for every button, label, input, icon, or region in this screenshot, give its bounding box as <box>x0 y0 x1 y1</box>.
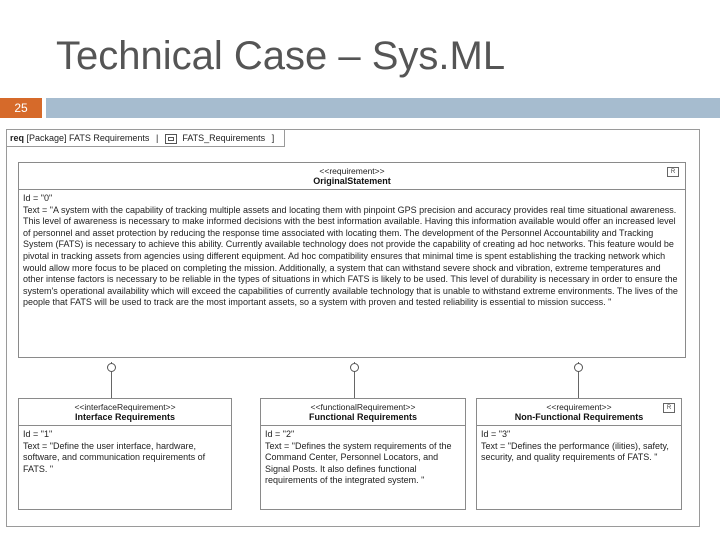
original-statement-block[interactable] <box>18 162 686 358</box>
connector-port-nonfunctional <box>574 363 583 372</box>
connector-port-functional <box>350 363 359 372</box>
connector-port-interface <box>107 363 116 372</box>
nonfunctional-header <box>477 399 681 426</box>
diagram-frame-tab <box>7 130 285 147</box>
original-stereotype: <<requirement>> <box>319 166 385 176</box>
tab-separator: | <box>155 133 159 143</box>
slide-title: Technical Case – Sys.ML <box>56 34 506 78</box>
interface-header <box>19 399 231 426</box>
interface-body <box>19 426 231 478</box>
original-text: Text = "A system with the capability of tracking multiple assets and locating them with pinpoint GPS precision and accuracy provides real time situational awareness. This level of awareness is necessary to make informed decisions with the best information available. Having this information available would offer an increased level of personnel and asset protection by reducing the response time associated with locating them. The development of the Personnel Accountability and Tracking System (FATS) is necessary to achieve this ability. Currently available technology does not provide the capability of creating ad hoc networks. This feature would be pivotal in tracking assets from agencies using different equipment. Ad hoc compatibility ensures that minimal time is spent establishing the tracking network which would allow more focus to be placed on completing the mission. Additionally, a system that can withstand severe shock and vibration, extreme temperatures and other intense factors is necessary to be reliable in the types of situations in which FATS is likely to be used. This level of durability is necessary in order to ensure the system's operational availability which will exceed the capabilities of currently available technology that is unable to withstand extreme environments. The lives of the people that FATS will be used to track are the most important assets, so a system with proven and tested reliability is essential to mission success. " <box>23 204 678 308</box>
functional-header <box>261 399 465 426</box>
nonfunctional-stereotype: <<requirement>> <box>546 402 612 412</box>
nonfunctional-body <box>477 426 681 467</box>
functional-stereotype: <<functionalRequirement>> <box>310 402 416 412</box>
diagram-name: FATS_Requirements <box>182 133 266 143</box>
slide-number: 25 <box>0 98 42 118</box>
diagram-frame <box>6 129 700 527</box>
functional-id: Id = "2" <box>265 429 295 439</box>
functional-text: Text = "Defines the system requirements of the Command Center, Personnel Locators, and Signal Posts. It also defines functional requirements of the integrated system. " <box>265 440 452 486</box>
original-statement-body <box>19 190 685 312</box>
interface-name: Interface Requirements <box>74 412 176 422</box>
original-id: Id = "0" <box>23 193 53 203</box>
title-rule-bar <box>46 98 720 118</box>
nonfunctional-text: Text = "Defines the performance (ilities), safety, security, and quality requirements of FATS. " <box>481 440 669 463</box>
interface-text: Text = "Define the user interface, hardware, software, and communication requirements of FATS. " <box>23 440 206 474</box>
tab-separator-end: ] <box>271 133 275 143</box>
functional-body <box>261 426 465 490</box>
nonfunctional-id: Id = "3" <box>481 429 511 439</box>
package-label: [Package] FATS Requirements <box>26 133 150 143</box>
original-name: OriginalStatement <box>313 176 391 186</box>
interface-requirements-block[interactable] <box>18 398 232 510</box>
original-statement-header <box>19 163 685 190</box>
functional-requirements-block[interactable] <box>260 398 466 510</box>
nonfunctional-name: Non-Functional Requirements <box>514 412 644 422</box>
diagram-kind: req <box>10 133 25 143</box>
functional-name: Functional Requirements <box>308 412 417 422</box>
interface-id: Id = "1" <box>23 429 53 439</box>
requirement-icon: R <box>667 167 679 177</box>
nonfunctional-requirements-block[interactable] <box>476 398 682 510</box>
diagram-icon <box>165 134 177 144</box>
requirement-icon: R <box>663 403 675 413</box>
interface-stereotype: <<interfaceRequirement>> <box>74 402 176 412</box>
